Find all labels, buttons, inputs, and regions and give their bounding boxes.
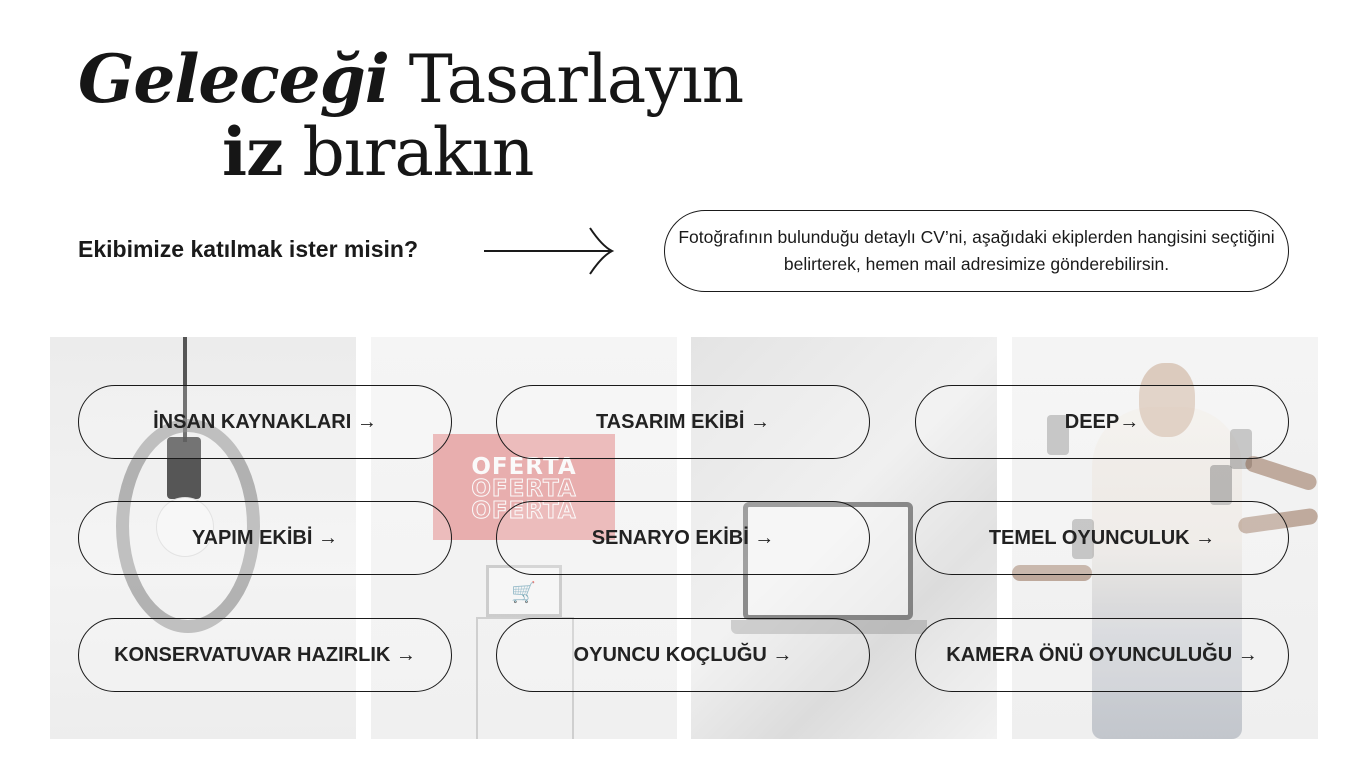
headline-word-tasarlayin: Tasarlayın (388, 41, 744, 118)
page-headline (78, 40, 744, 191)
hand (1243, 454, 1318, 492)
team-button-senaryo-ekibi[interactable]: SENARYO EKİBİ → (496, 501, 870, 575)
team-button-konservatuvar-hazirlik[interactable]: KONSERVATUVAR HAZIRLIK → (78, 618, 452, 692)
headline-word-birakin: bırakın (282, 114, 534, 191)
team-button-insan-kaynaklari[interactable]: İNSAN KAYNAKLARI → (78, 385, 452, 459)
headline-line-2 (78, 113, 698, 191)
team-button-oyuncu-koclugu[interactable]: OYUNCU KOÇLUĞU → (496, 618, 870, 692)
sign-text-1: OFERTA (471, 454, 577, 480)
team-button-yapim-ekibi[interactable]: YAPIM EKİBİ → (78, 501, 452, 575)
shopping-cart-icon: 🛒 (511, 582, 536, 604)
sign-text-2: OFERTA (471, 476, 577, 502)
headline-word-iz: iz (222, 113, 283, 191)
cv-submission-info (664, 210, 1289, 292)
team-button-deep[interactable]: DEEP→ (915, 385, 1289, 459)
sign-text-3: OFERTA (471, 498, 577, 524)
headline-word-gelecegi: Geleceği (78, 40, 389, 118)
team-button-kamera-onu-oyunculugu[interactable]: KAMERA ÖNÜ OYUNCULUĞU → (915, 618, 1289, 692)
headline-line-1 (78, 40, 744, 119)
long-right-arrow-icon (482, 226, 616, 276)
team-button-tasarim-ekibi[interactable]: TASARIM EKİBİ → (496, 385, 870, 459)
join-team-question: Ekibimize katılmak ister misin? (78, 236, 419, 262)
phone-icon (1210, 465, 1232, 505)
cv-submission-text: Fotoğrafının bulunduğu detaylı CV’ni, aşağıdaki ekiplerden hangisini seçtiğini belirterek, hemen mail adresimize gönderebilirsin. (678, 227, 1275, 274)
team-button-temel-oyunculuk[interactable]: TEMEL OYUNCULUK → (915, 501, 1289, 575)
